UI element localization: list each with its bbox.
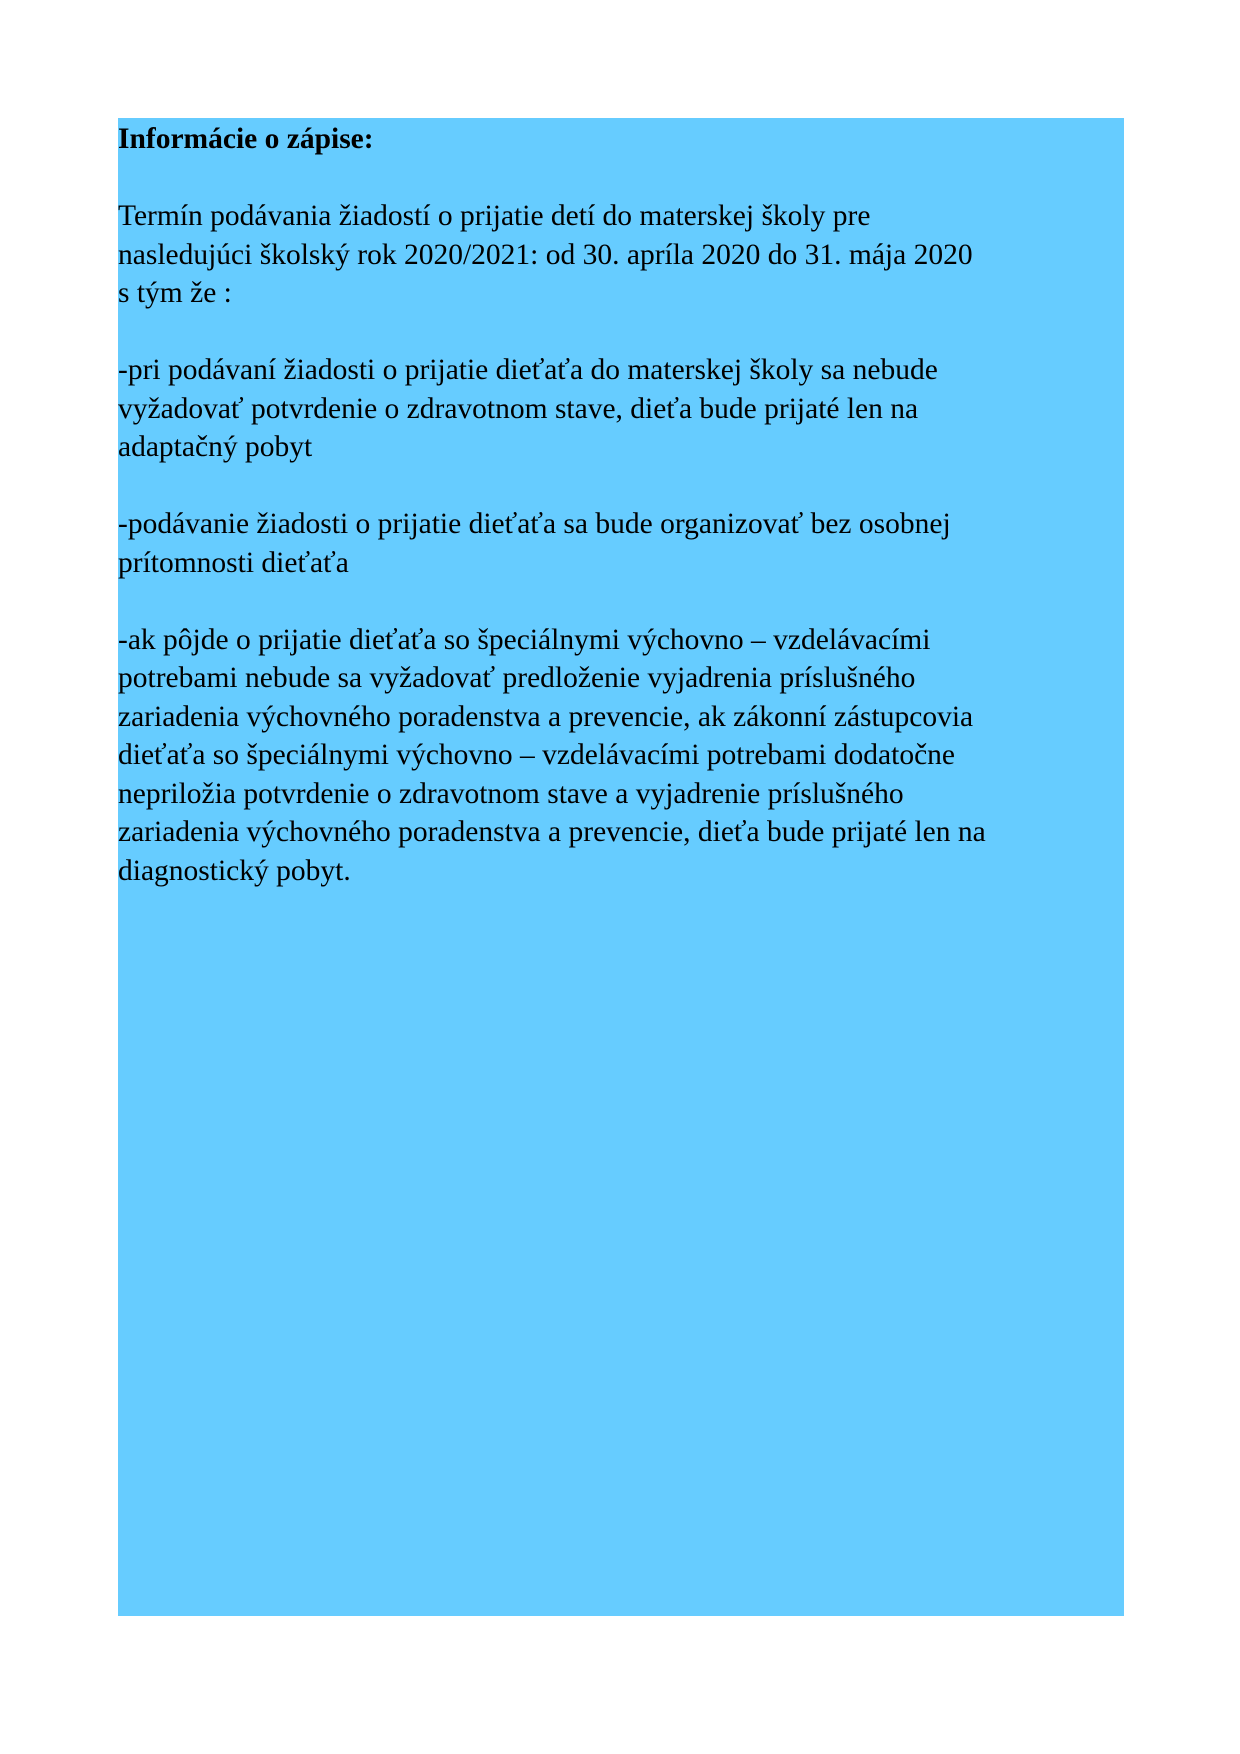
text-line: potrebami nebude sa vyžadovať predloženie vyjadrenia príslušného <box>118 662 916 694</box>
text-line: zariadenia výchovného poradenstva a prevencie, ak zákonní zástupcovia <box>118 700 974 733</box>
text-line: adaptačný pobyt <box>118 431 313 463</box>
text-line: -ak pôjde o prijatie dieťaťa so špeciálnymi výchovno – vzdelávacími <box>118 623 931 656</box>
text-line: dieťaťa so špeciálnymi výchovno – vzdelávacími potrebami dodatočne <box>118 739 956 771</box>
paragraph-health-certificate <box>118 351 1118 467</box>
paragraph-no-child-presence <box>118 505 1118 582</box>
paragraph-special-needs <box>118 621 1118 891</box>
enrollment-info-text <box>118 120 1118 929</box>
text-line: diagnostický pobyt. <box>118 854 351 887</box>
page-heading: Informácie o zápise: <box>118 123 374 155</box>
text-line: s tým že : <box>118 277 232 309</box>
text-line: -pri podávaní žiadosti o prijatie dieťaťa do materskej školy sa nebude <box>118 354 938 386</box>
text-line: Termín podávania žiadostí o prijatie detí do materskej školy pre <box>118 200 871 232</box>
text-line: -podávanie žiadosti o prijatie dieťaťa sa bude organizovať bez osobnej <box>118 508 951 540</box>
text-line: zariadenia výchovného poradenstva a prevencie, dieťa bude prijaté len na <box>118 816 986 848</box>
text-line: prítomnosti dieťaťa <box>118 546 349 579</box>
paragraph-deadline <box>118 197 1118 313</box>
text-line: nasledujúci školský rok 2020/2021: od 30. apríla 2020 do 31. mája 2020 <box>118 238 973 271</box>
text-line: vyžadovať potvrdenie o zdravotnom stave, dieťa bude prijaté len na <box>118 392 919 425</box>
text-line: nepriložia potvrdenie o zdravotnom stave a vyjadrenie príslušného <box>118 777 904 810</box>
